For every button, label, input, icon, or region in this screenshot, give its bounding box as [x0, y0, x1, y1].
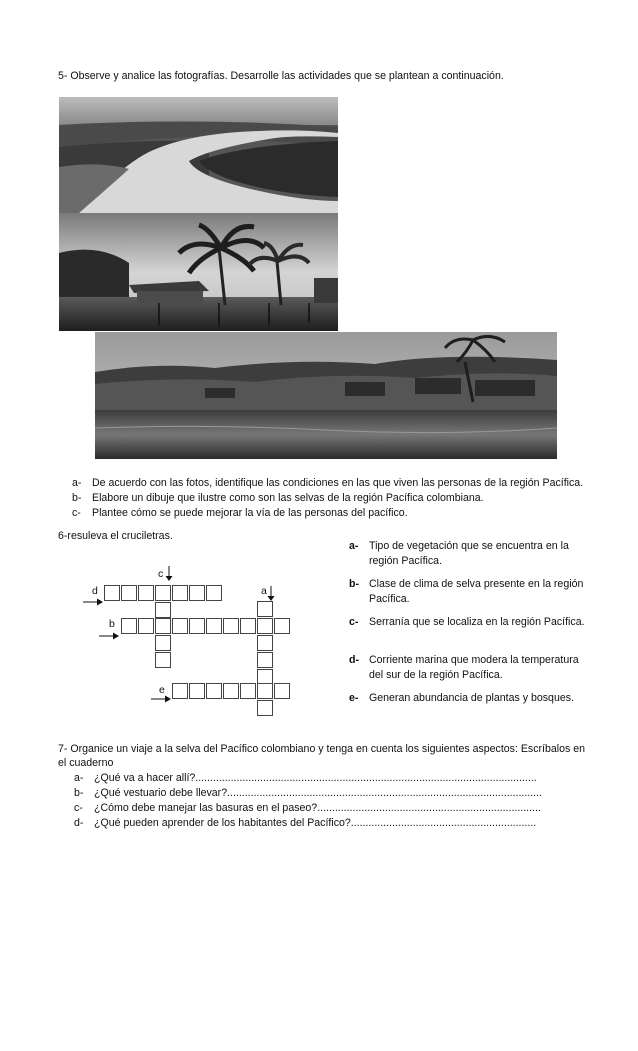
photo-stilt-house-palms — [59, 213, 338, 331]
crossword-label-d: d — [92, 585, 98, 597]
crossword-cell[interactable] — [206, 585, 222, 601]
arrow-right-icon — [150, 694, 172, 704]
crossword-cell[interactable] — [121, 618, 137, 634]
crossword-cell[interactable] — [138, 585, 154, 601]
q7-item-d: d- ¿Qué pueden aprender de los habitantes del Pacífico?............................................................... — [74, 817, 537, 829]
crossword-cell[interactable] — [257, 635, 273, 651]
photo-riverside-village — [95, 332, 557, 459]
q5-activity-c: c- Plantee cómo se puede mejorar la vía de las personas del pacífico. — [72, 507, 408, 519]
crossword-cell[interactable] — [274, 683, 290, 699]
arrow-right-icon — [98, 631, 120, 641]
crossword-cell[interactable] — [240, 683, 256, 699]
crossword-cell[interactable] — [172, 618, 188, 634]
crossword-cell[interactable] — [121, 585, 137, 601]
crossword-label-e: e — [159, 684, 165, 696]
question-7-title-continued: el cuaderno — [58, 757, 114, 769]
crossword-cell[interactable] — [155, 652, 171, 668]
crossword-label-c: c — [158, 568, 164, 580]
crossword-cell[interactable] — [206, 683, 222, 699]
question-5-title: 5- Observe y analice las fotografías. Desarrolle las actividades que se plantean a continuación. — [58, 70, 504, 82]
crossword-label-a: a — [261, 585, 267, 597]
crossword-cell[interactable] — [104, 585, 120, 601]
crossword-cell[interactable] — [257, 683, 273, 699]
crossword-cell[interactable] — [172, 585, 188, 601]
q5-activity-b: b- Elabore un dibuje que ilustre como son las selvas de la región Pacífica colombiana. — [72, 492, 484, 504]
arrow-right-icon — [82, 597, 104, 607]
crossword-cell[interactable] — [274, 618, 290, 634]
q7-item-b: b- ¿Qué vestuario debe llevar?........................................................................................................... — [74, 787, 543, 799]
crossword-cell[interactable] — [155, 618, 171, 634]
question-7-title: 7- Organice un viaje a la selva del Pacífico colombiano y tenga en cuenta los siguientes aspectos: Escríbalos en — [58, 743, 586, 755]
arrow-down-icon — [160, 565, 174, 583]
crossword-cell[interactable] — [223, 683, 239, 699]
crossword-cell[interactable] — [257, 618, 273, 634]
crossword-label-b: b — [109, 618, 115, 630]
crossword-cell[interactable] — [155, 585, 171, 601]
crossword-cell[interactable] — [189, 683, 205, 699]
crossword-cell[interactable] — [240, 618, 256, 634]
crossword-cell[interactable] — [172, 683, 188, 699]
crossword-cell[interactable] — [257, 700, 273, 716]
crossword-cell[interactable] — [206, 618, 222, 634]
crossword-cell[interactable] — [155, 602, 171, 618]
crossword-cell[interactable] — [189, 585, 205, 601]
crossword-cell[interactable] — [189, 618, 205, 634]
q7-item-a: a- ¿Qué va a hacer allí?.................................................................................................................... — [74, 772, 537, 784]
arrow-down-icon — [264, 585, 278, 603]
crossword-cell[interactable] — [155, 635, 171, 651]
q5-activity-a: a- De acuerdo con las fotos, identifique las condiciones en las que viven las personas de la región Pacífica. — [72, 477, 584, 489]
question-6-title: 6-resuleva el cruciletras. — [58, 530, 173, 542]
crossword-cell[interactable] — [257, 669, 273, 685]
photo-aerial-river — [59, 97, 338, 213]
q7-item-c: c- ¿Cómo debe manejar las basuras en el paseo?............................................................................ — [74, 802, 541, 814]
crossword-cell[interactable] — [223, 618, 239, 634]
crossword-cell[interactable] — [257, 652, 273, 668]
crossword-cell[interactable] — [138, 618, 154, 634]
crossword-cell[interactable] — [257, 601, 273, 617]
